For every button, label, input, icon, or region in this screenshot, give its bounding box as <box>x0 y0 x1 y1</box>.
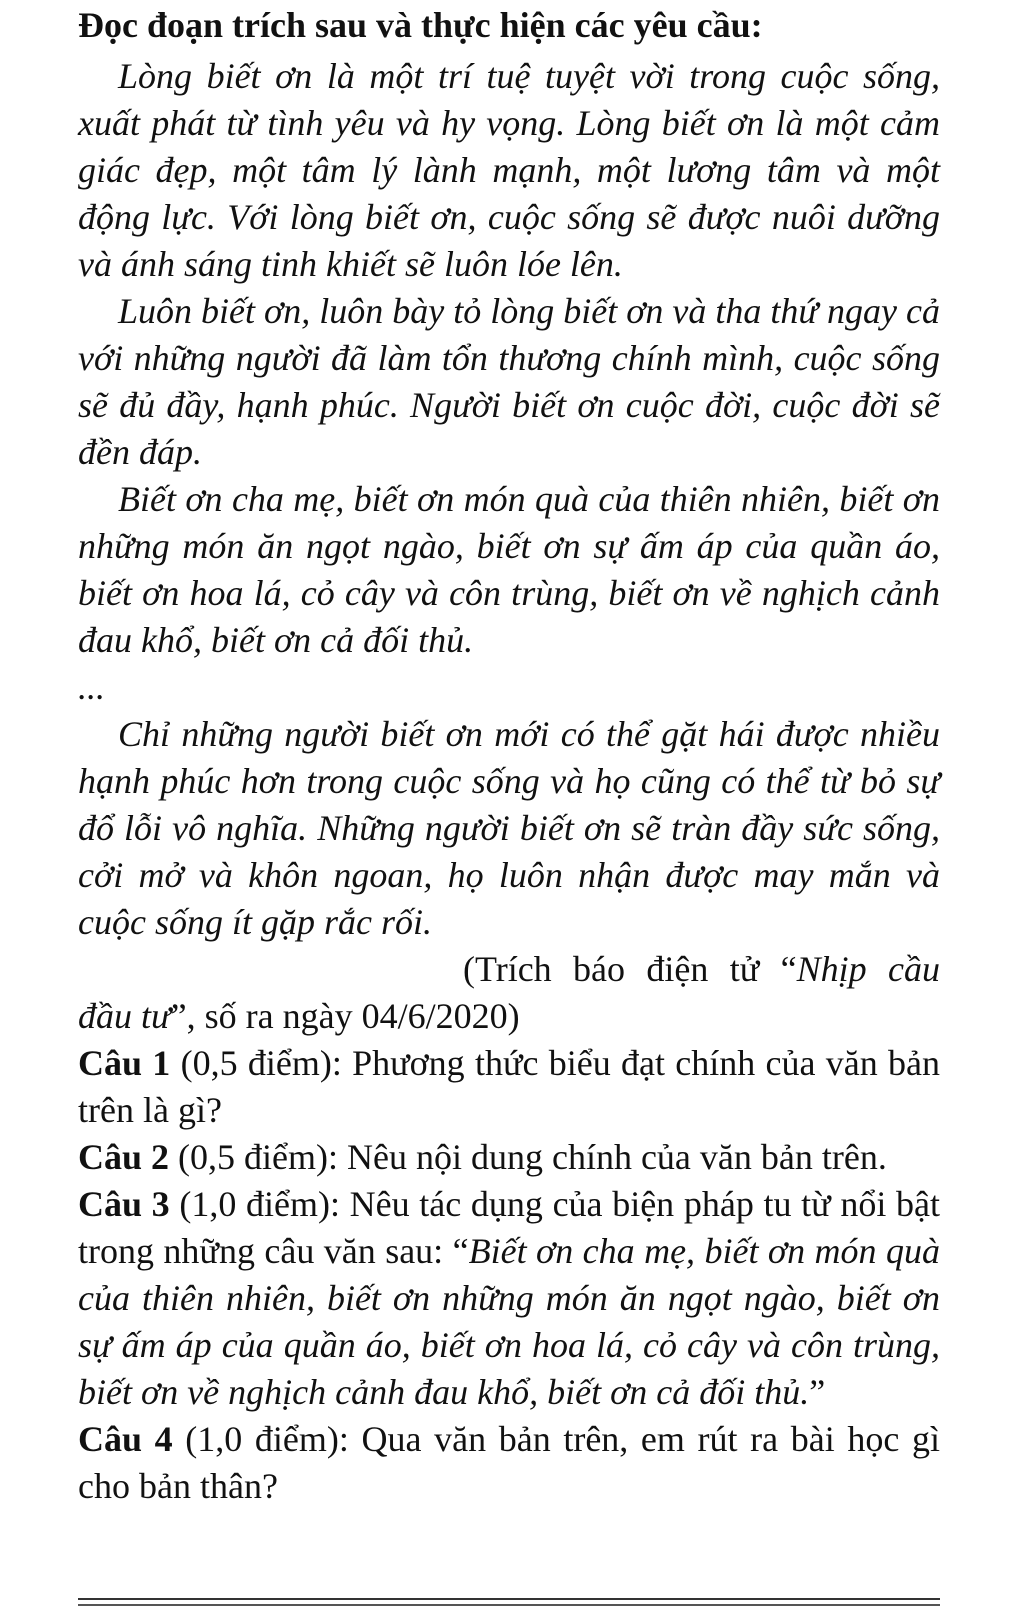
instruction-title: Đọc đoạn trích sau và thực hiện các yêu cầu: <box>78 5 763 45</box>
question-2 <box>78 1134 940 1181</box>
question-4 <box>78 1416 940 1510</box>
passage-paragraph-2: Luôn biết ơn, luôn bày tỏ lòng biết ơn và tha thứ ngay cả với những người đã làm tổn thương chính mình, cuộc sống sẽ đủ đầy, hạnh phúc. Người biết ơn cuộc đời, cuộc đời sẽ đền đáp. <box>78 291 940 472</box>
passage-paragraph-4: Chỉ những người biết ơn mới có thể gặt hái được nhiều hạnh phúc hơn trong cuộc sống và họ cũng có thể từ bỏ sự đổ lỗi vô nghĩa. Những người biết ơn sẽ tràn đầy sức sống, cởi mở và khôn ngoan, họ luôn nhận được may mắn và cuộc sống ít gặp rắc rối. <box>78 714 940 942</box>
question-3 <box>78 1181 940 1416</box>
question-3-text: (1,0 điểm): Nêu tác dụng của biện pháp tu từ nổi bật trong những câu văn sau: “ <box>78 1184 940 1271</box>
source-prefix: (Trích báo điện tử “ <box>463 949 797 989</box>
source-name: Nhịp cầu đầu tư <box>78 949 940 1036</box>
passage-paragraph-1: Lòng biết ơn là một trí tuệ tuyệt vời trong cuộc sống, xuất phát từ tình yêu và hy vọng. Lòng biết ơn là một cảm giác đẹp, một tâm lý lành mạnh, một lương tâm và một động lực. Với lòng biết ơn, cuộc sống sẽ được nuôi dưỡng và ánh sáng tinh khiết sẽ luôn lóe lên. <box>78 56 940 284</box>
question-4-label: Câu 4 <box>78 1419 173 1459</box>
question-3-quote: Biết ơn cha mẹ, biết ơn món quà của thiên nhiên, biết ơn những món ăn ngọt ngào, biết ơn sự ấm áp của quần áo, biết ơn hoa lá, cỏ cây và côn trùng, biết ơn về nghịch cảnh đau khổ, biết ơn cả đối thủ. <box>78 1231 940 1412</box>
question-1-label: Câu 1 <box>78 1043 171 1083</box>
passage-paragraph-3: Biết ơn cha mẹ, biết ơn món quà của thiên nhiên, biết ơn những món ăn ngọt ngào, biết ơn sự ấm áp của quần áo, biết ơn hoa lá, cỏ cây và côn trùng, biết ơn về nghịch cảnh đau khổ, biết ơn cả đối thủ. <box>78 479 940 660</box>
question-1-text: (0,5 điểm): Phương thức biểu đạt chính của văn bản trên là gì? <box>78 1043 940 1130</box>
question-4-text: (1,0 điểm): Qua văn bản trên, em rút ra bài học gì cho bản thân? <box>78 1419 940 1506</box>
passage-ellipsis: ... <box>78 667 105 707</box>
worksheet-page <box>78 0 940 1510</box>
question-2-label: Câu 2 <box>78 1137 170 1177</box>
bottom-divider <box>78 1598 940 1606</box>
source-suffix: ”, số ra ngày 04/6/2020) <box>170 996 520 1036</box>
question-1 <box>78 1040 940 1134</box>
question-3-close-quote: ” <box>809 1372 826 1412</box>
question-2-text: (0,5 điểm): Nêu nội dung chính của văn bản trên. <box>169 1137 887 1177</box>
question-3-label: Câu 3 <box>78 1184 170 1224</box>
source-citation <box>78 946 940 1040</box>
